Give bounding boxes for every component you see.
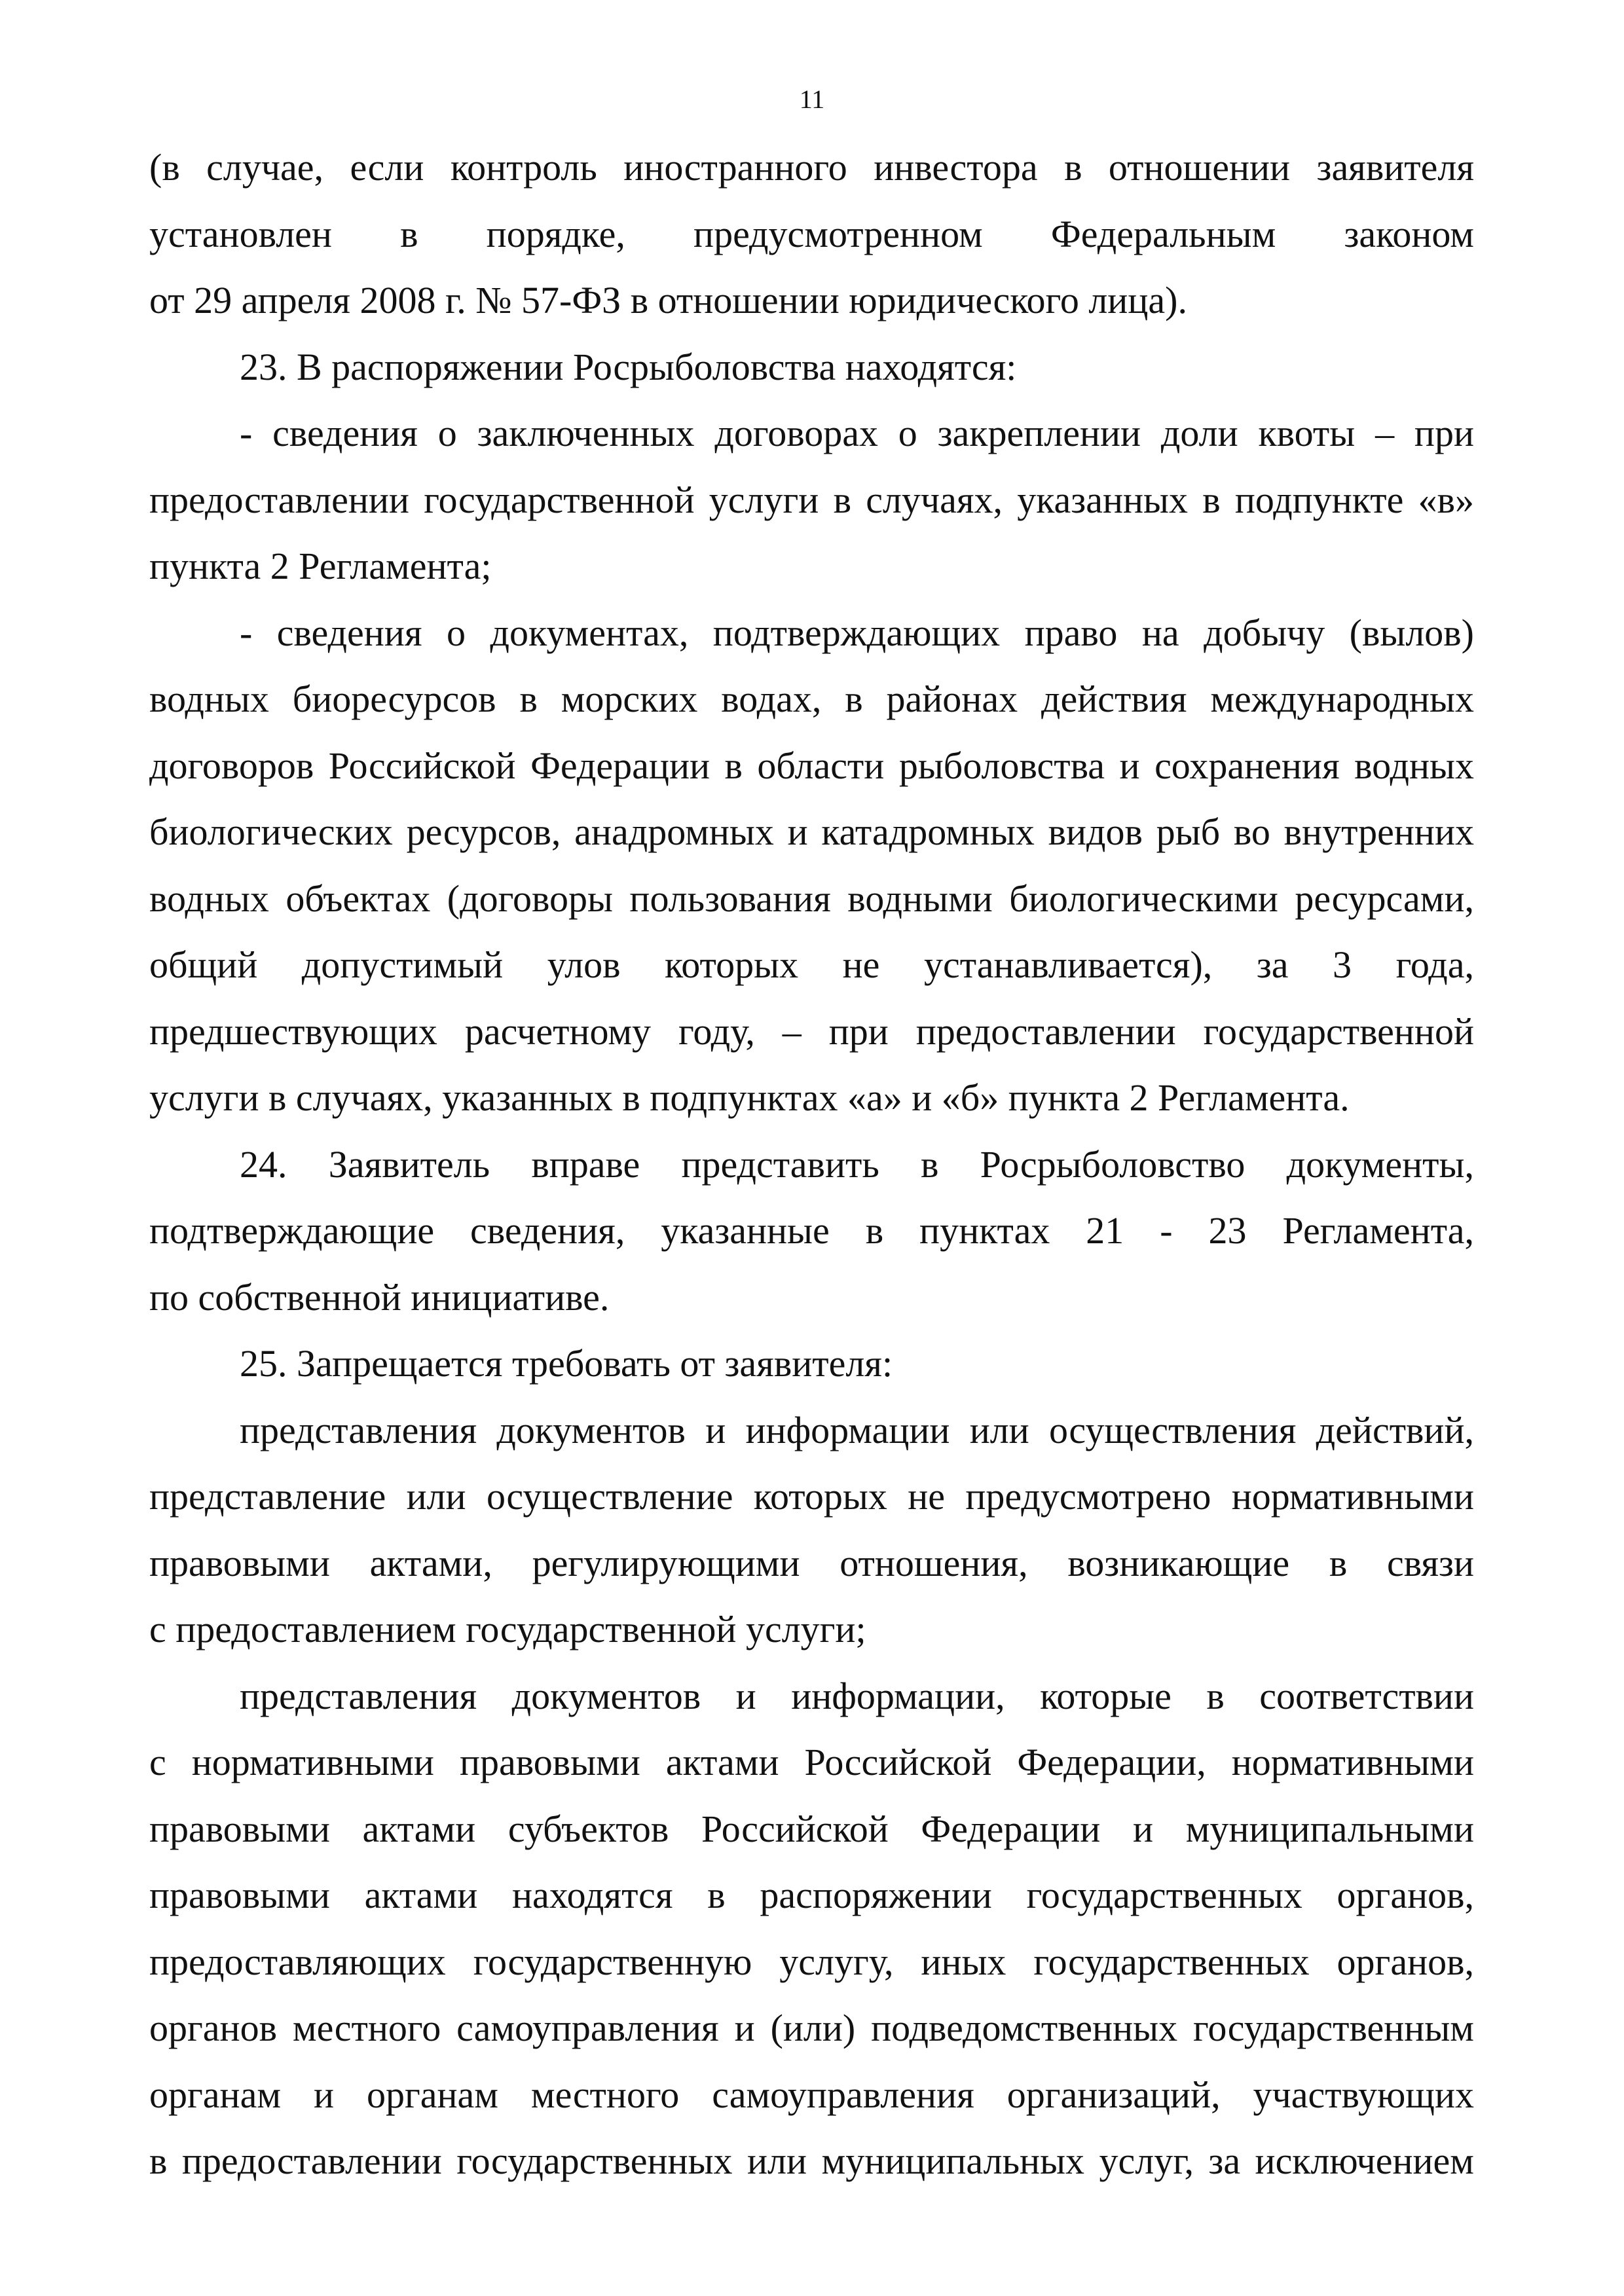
text-line: установлен в порядке, предусмотренном Федеральным законом (149, 212, 1474, 255)
text-line: от 29 апреля 2008 г. № 57-ФЗ в отношении юридического лица). (149, 279, 1187, 321)
text-line: с предоставлением государственной услуги; (149, 1608, 866, 1650)
text-line: общий допустимый улов которых не устанавливается), за 3 года, (149, 943, 1474, 986)
text-line: в предоставлении государственных или муниципальных услуг, за исключением (149, 2140, 1474, 2182)
text-line: по собственной инициативе. (149, 1275, 610, 1319)
text-line: - сведения о документах, подтверждающих право на добычу (вылов) (240, 611, 1474, 654)
text-line: предшествующих расчетному году, – при предоставлении государственной (149, 1010, 1474, 1053)
text-line: водных биоресурсов в морских водах, в районах действия международных (149, 678, 1474, 720)
text-line: предоставлении государственной услуги в случаях, указанных в подпункте «в» (149, 478, 1474, 521)
text-line: биологических ресурсов, анадромных и катадромных видов рыб во внутренних (149, 811, 1474, 853)
text-line: водных объектах (договоры пользования водными биологическими ресурсами, (149, 877, 1474, 920)
text-line: - сведения о заключенных договорах о закреплении доли квоты – при (240, 412, 1474, 454)
page-number: 11 (799, 84, 825, 114)
text-line: органов местного самоуправления и (или) подведомственных государственным (149, 2007, 1474, 2049)
text-line: представления документов и информации или осуществления действий, (240, 1408, 1474, 1451)
text-line: предоставляющих государственную услугу, иных государственных органов, (149, 1940, 1474, 1983)
text-line: с нормативными правовыми актами Российской Федерации, нормативными (149, 1741, 1474, 1783)
text-line: представления документов и информации, которые в соответствии (240, 1674, 1474, 1717)
paragraph-heading: 24. Заявитель вправе представить в Росрыболовство документы, (240, 1142, 1474, 1186)
text-line: (в случае, если контроль иностранного инвестора в отношении заявителя (149, 146, 1474, 189)
text-line: органам и органам местного самоуправления организаций, участвующих (149, 2073, 1474, 2116)
paragraph-heading: 23. В распоряжении Росрыболовства находятся: (240, 345, 1017, 388)
paragraph-heading: 25. Запрещается требовать от заявителя: (240, 1342, 893, 1385)
text-line: пункта 2 Регламента; (149, 545, 492, 587)
text-line: представление или осуществление которых не предусмотрено нормативными (149, 1475, 1474, 1518)
text-line: подтверждающие сведения, указанные в пунктах 21 - 23 Регламента, (149, 1209, 1474, 1252)
text-line: договоров Российской Федерации в области рыболовства и сохранения водных (149, 744, 1474, 787)
text-line: правовыми актами субъектов Российской Федерации и муниципальными (149, 1807, 1474, 1850)
document-body (149, 134, 1474, 2195)
text-line: услуги в случаях, указанных в подпунктах «а» и «б» пункта 2 Регламента. (149, 1076, 1350, 1119)
text-line: правовыми актами, регулирующими отношения, возникающие в связи (149, 1541, 1474, 1584)
text-line: правовыми актами находятся в распоряжении государственных органов, (149, 1874, 1474, 1916)
